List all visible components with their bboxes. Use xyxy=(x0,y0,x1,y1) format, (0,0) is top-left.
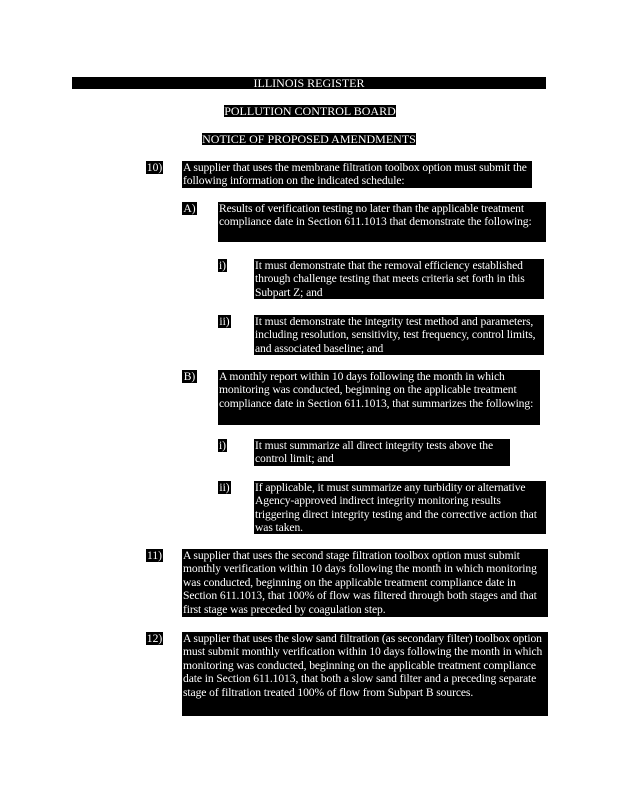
item-10Aii-label: ii) xyxy=(219,315,230,328)
item-10Bi-text: It must summarize all direct integrity tests above the control limit; and xyxy=(254,439,510,466)
item-10A-text: Results of verification testing no later than the applicable treatment compliance date in Section 611.1013 that demonstrate the following: xyxy=(218,202,546,242)
item-10Bii-label: ii) xyxy=(219,481,230,494)
item-12-label: 12) xyxy=(146,632,163,645)
item-10B-text: A monthly report within 10 days following the month in which monitoring was conducted, beginning on the applicable treatment compliance date in Section 611.1013, that summarizes the following: xyxy=(218,370,540,425)
board-title: POLLUTION CONTROL BOARD xyxy=(224,104,396,118)
item-10Bii-text: If applicable, it must summarize any turbidity or alternative Agency-approved indirect integrity monitoring results triggering direct integrity testing and the corrective action that was taken. xyxy=(254,481,546,534)
item-10-text: A supplier that uses the membrane filtration toolbox option must submit the following information on the indicated schedule: xyxy=(182,161,532,188)
item-12-text: A supplier that uses the slow sand filtration (as secondary filter) toolbox option must submit monthly verification within 10 days following the month in which monitoring was conducted, beginning on the applicable treatment compliance date in Section 611.1013, that both a slow sand filter and a preceding separate stage of filtration treated 100% of flow from Subpart B sources. xyxy=(182,632,548,716)
notice-title: NOTICE OF PROPOSED AMENDMENTS xyxy=(202,132,416,146)
item-11-text: A supplier that uses the second stage filtration toolbox option must submit monthly verification within 10 days following the month in which monitoring was conducted, beginning on the applicable treatment compliance date in Section 611.1013, that 100% of flow was filtered through both stages and that first stage was preceded by coagulation step. xyxy=(182,549,548,617)
item-10Aii-text: It must demonstrate the integrity test method and parameters, including resolution, sensitivity, test frequency, control limits, and associated baseline; and xyxy=(254,315,544,355)
item-10-label: 10) xyxy=(146,161,163,174)
item-10Ai-label: i) xyxy=(218,259,227,272)
item-10B-label: B) xyxy=(183,370,196,383)
register-title: ILLINOIS REGISTER xyxy=(72,77,546,89)
item-11-label: 11) xyxy=(146,549,163,562)
item-10Ai-text: It must demonstrate that the removal efficiency established through challenge testing that meets criteria set forth in this Subpart Z; and xyxy=(254,259,544,299)
item-10Bi-label: i) xyxy=(218,439,227,452)
item-10A-label: A) xyxy=(183,202,196,215)
